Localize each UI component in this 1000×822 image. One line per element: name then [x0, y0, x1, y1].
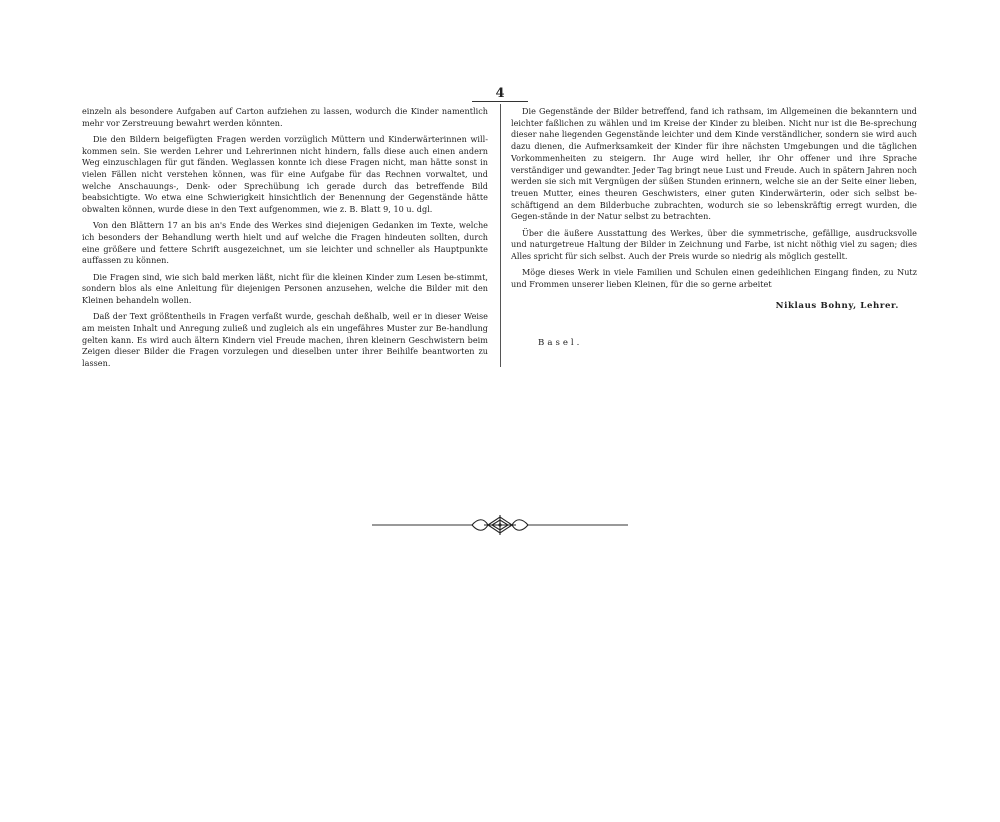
page-number-rule — [472, 101, 528, 102]
left-paragraph-3: Von den Blättern 17 an bis an's Ende des Werkes sind diejenigen Gedanken im Texte, welche ich besonders der Behandlung werth hielt und auf welche die Fragen hindeuten sollten, durch eine größere und fettere Schrift ausgezeichnet, um sie leichter und schneller als Hauptpunkte auffassen zu können. — [82, 220, 488, 266]
right-paragraph-1: Die Gegenstände der Bilder betreffend, fand ich rathsam, im Allgemeinen die bekanntern und leichter faßlichen zu wählen und im Kreise der Kinder zu bleiben. Nicht nur ist die Be-sprechung dieser nahe liegenden Gegenstände leichter und dem Kinde verständlicher, sondern sie wird auch dazu dienen, die Aufmerksamkeit der Kinder für ihre nächsten Umgebungen und die täglichen Vorkommenheiten zu steigern. Ihr Auge wird heller, ihr Ohr offener und ihre Sprache verständiger und gewandter. Jeder Tag bringt neue Lust und Freude. Auch in spätern Jahren noch werden sie sich mit Vergnügen der süßen Stunden erinnern, welche sie an der Seite einer lieben, treuen Mutter, eines theuren Geschwisters, einer guten Kinderwärterin, oder sich selbst be-schäftigend an dem Bilderbuche zubrachten, wodurch sie so lebenskräftig erregt wurden, die Gegen-stände in der Natur selbst zu betrachten. — [511, 106, 917, 222]
right-paragraph-3: Möge dieses Werk in viele Familien und Schulen einen gedeihlichen Eingang finden, zu Nutz und Frommen unserer lieben Kleinen, für die so gerne arbeitet — [511, 267, 917, 289]
left-paragraph-4: Die Fragen sind, wie sich bald merken läßt, nicht für die kleinen Kinder zum Lesen be-stimmt, sondern blos als eine Anleitung für diejenigen Personen anzusehen, welche die Bilder mit den Kleinen behandeln wollen. — [82, 271, 488, 306]
left-paragraph-1: einzeln als besondere Aufgaben auf Carton aufziehen zu lassen, wodurch die Kinder namentlich mehr vor Zerstreuung bewahrt werden könnten. — [82, 106, 488, 128]
place-name: Basel. — [538, 338, 583, 348]
column-divider — [500, 104, 501, 367]
right-paragraph-2: Über die äußere Ausstattung des Werkes, über die symmetrische, gefällige, ausdrucksvolle und naturgetreue Haltung der Bilder in Zeichnung und Farbe, ist nicht nöthig viel zu sagen; dies Alles spricht für sich selbst. Auch der Preis wurde so niedrig als möglich gestellt. — [511, 227, 917, 261]
right-column — [511, 106, 917, 312]
decorative-ornament — [372, 514, 628, 536]
left-paragraph-5: Daß der Text größtentheils in Fragen verfaßt wurde, geschah deßhalb, weil er in dieser Weise am meisten Inhalt und Anregung zuließ und zugleich als ein ungefähres Muster zur Be-handlung gelten kann. Es wird auch ältern Kindern viel Freude machen, ihren kleinern Geschwistern beim Zeigen dieser Bilder die Fragen vorzulegen und dieselben unter ihrer Beihilfe beantworten zu lassen. — [82, 311, 488, 369]
author-signature: Niklaus Bohny, Lehrer. — [775, 300, 899, 311]
left-paragraph-2: Die den Bildern beigefügten Fragen werden vorzüglich Müttern und Kinderwärterinnen will-kommen sein. Sie werden Lehrer und Lehrerinnen nicht hindern, falls diese auch einen andern Weg einzuschlagen für gut fänden. Weglassen konnte ich diese Fragen nicht, man hätte sonst in vielen Fällen nicht verstehen können, was für eine Aufgabe für das Rechnen vorwaltet, und welche Anschauungs-, Denk- oder Sprechübung ich gerade durch das betreffende Bild beabsichtigte. Wo etwa eine Schwierigkeit hinsichtlich der Benennung der Gegenstände hätte obwalten können, wurde diese in den Text aufgenommen, wie z. B. Blatt 9, 10 u. dgl. — [82, 133, 488, 215]
left-column — [82, 106, 488, 374]
page-number: 4 — [495, 86, 505, 101]
